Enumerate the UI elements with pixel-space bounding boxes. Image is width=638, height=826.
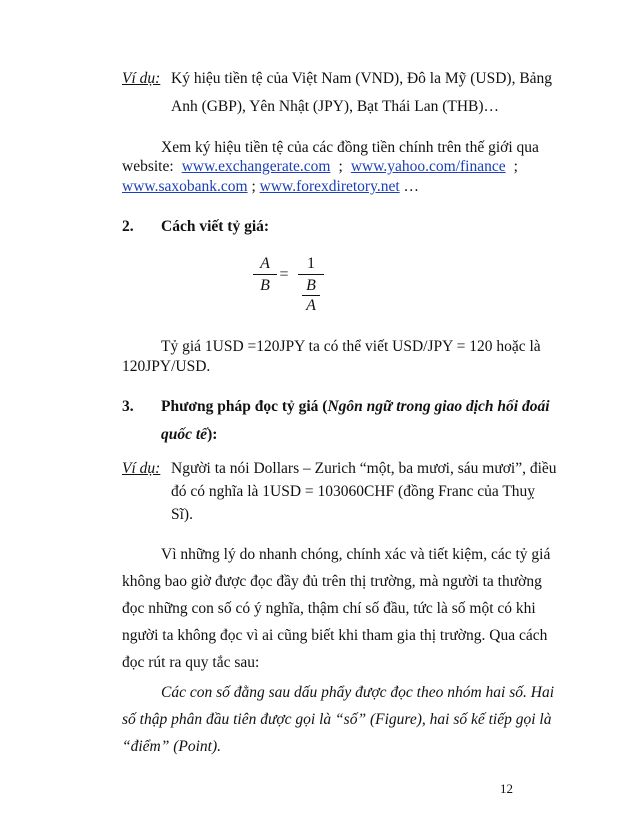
separator: ;: [247, 178, 260, 195]
paragraph-line: không bao giờ được đọc đầy đủ trên thị trường, mà người ta thường: [122, 573, 542, 590]
example-text-line: Người ta nói Dollars – Zurich “một, ba mươi, sáu mươi”, điều: [171, 460, 557, 477]
link-saxobank[interactable]: www.saxobank.com: [122, 178, 248, 195]
formula-lhs-denominator: B: [260, 277, 270, 294]
formula-rhs-bar: [298, 274, 324, 275]
paragraph-line: người ta không đọc vì ai cũng biết khi tham gia thị trường. Qua cách: [122, 627, 548, 644]
separator: ;: [513, 158, 518, 175]
rule-line: Các con số đằng sau dấu phẩy được đọc theo nhóm hai số. Hai: [161, 684, 554, 701]
paragraph-line: 120JPY/USD.: [122, 358, 211, 375]
formula-equals: =: [279, 266, 289, 283]
formula-rhs-inner-bar: [302, 295, 320, 296]
paragraph-line: đọc rút ra quy tắc sau:: [122, 654, 260, 671]
link-yahoo-finance[interactable]: www.yahoo.com/finance: [350, 158, 506, 175]
rule-line: số thập phân đầu tiên được gọi là “số” (Figure), hai số kế tiếp gọi là: [122, 711, 552, 728]
link-forexdirectory[interactable]: www.forexdiretory.net: [259, 178, 400, 195]
formula-rhs-inner-numerator: B: [306, 277, 316, 294]
example-label: Ví dụ:: [122, 70, 161, 87]
section-title-italic: quốc tế: [161, 426, 208, 443]
paragraph-line: Vì những lý do nhanh chóng, chính xác và tiết kiệm, các tỷ giá: [161, 546, 551, 563]
example-label: Ví dụ:: [122, 460, 161, 477]
link-exchangerate[interactable]: www.exchangerate.com: [181, 158, 331, 175]
ellipsis: …: [399, 178, 420, 195]
rule-line: “điểm” (Point).: [122, 738, 222, 755]
section-title: [161, 397, 550, 417]
section-title-line2: [161, 425, 217, 445]
formula-lhs-numerator: A: [260, 255, 270, 272]
separator: ;: [338, 158, 343, 175]
formula-rhs-numerator: 1: [307, 255, 315, 272]
example-text-line: Sĩ).: [171, 506, 193, 523]
section-title-bold: Phương pháp đọc tỷ giá (: [161, 398, 328, 415]
page-number: 12: [500, 781, 513, 796]
section-title-tail: ):: [207, 426, 218, 443]
section-number: 3.: [122, 398, 134, 415]
example-text-line: Ký hiệu tiền tệ của Việt Nam (VND), Đô la Mỹ (USD), Bảng: [171, 70, 553, 87]
paragraph-line: Xem ký hiệu tiền tệ của các đồng tiền chính trên thế giới qua: [161, 139, 539, 156]
paragraph-line: Tỷ giá 1USD =120JPY ta có thể viết USD/JPY = 120 hoặc là: [161, 338, 541, 355]
formula-lhs-bar: [253, 274, 277, 275]
website-links-row-2: [122, 177, 419, 197]
example-text-line: đó có nghĩa là 1USD = 103060CHF (đồng Franc của Thuỵ: [171, 483, 536, 500]
section-title-italic: Ngôn ngữ trong giao dịch hối đoái: [327, 398, 550, 415]
website-label: website:: [122, 158, 174, 175]
formula-rhs-inner-denominator: A: [306, 297, 316, 314]
section-title: Cách viết tỷ giá:: [161, 218, 270, 235]
website-links-row: [122, 157, 518, 177]
paragraph-line: đọc những con số có ý nghĩa, thậm chí số đầu, tức là số một có khi: [122, 600, 536, 617]
section-number: 2.: [122, 218, 134, 235]
example-text-line: Anh (GBP), Yên Nhật (JPY), Bạt Thái Lan (THB)…: [171, 98, 500, 115]
